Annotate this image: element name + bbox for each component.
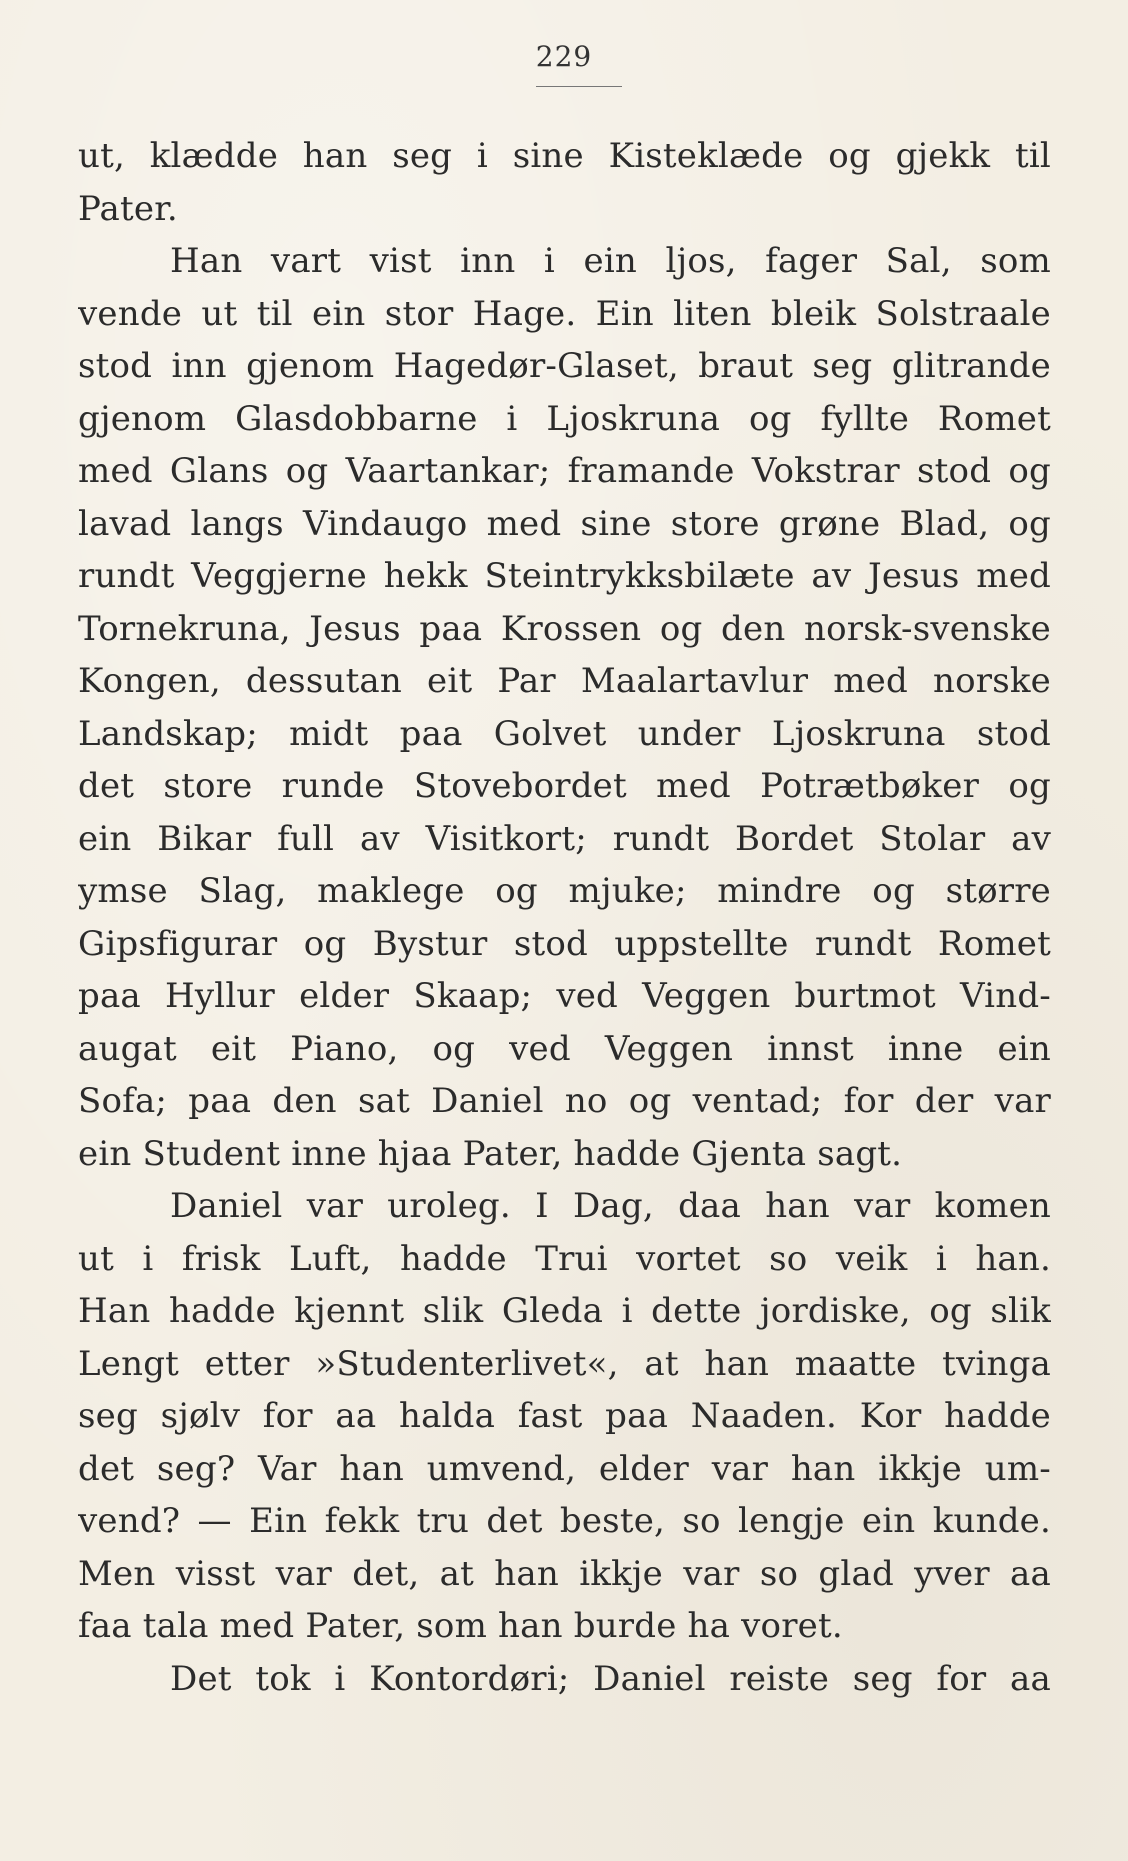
text-line: ut i frisk Luft, hadde Trui vortet so veik i han. (78, 1238, 1051, 1279)
text-line: Men visst var det, at han ikkje var so glad yver aa (78, 1553, 1051, 1594)
text-line: Det tok i Kontordøri; Daniel reiste seg for aa (170, 1658, 1051, 1699)
text-line: Kongen, dessutan eit Par Maalartavlur med norske (78, 661, 1051, 701)
text-line: Han hadde kjennt slik Gleda i dette jordiske, og slik (78, 1291, 1051, 1331)
text-line: seg sjølv for aa halda fast paa Naaden. Kor hadde (78, 1396, 1051, 1436)
text-line: det seg? Var han umvend, elder var han ikkje um- (78, 1448, 1051, 1489)
text-line: rundt Veggjerne hekk Steintrykksbilæte av Jesus med (78, 556, 1051, 596)
text-line: Sofa; paa den sat Daniel no og ventad; for der var (78, 1081, 1051, 1121)
text-line: gjenom Glasdobbarne i Ljoskruna og fyllte Romet (78, 398, 1051, 439)
text-line: Landskap; midt paa Golvet under Ljoskruna stod (78, 713, 1051, 754)
text-line: Han vart vist inn i ein ljos, fager Sal, som (170, 241, 1051, 281)
text-line: ymse Slag, maklege og mjuke; mindre og større (78, 871, 1051, 911)
text-line: stod inn gjenom Hagedør-Glaset, braut seg glitrande (78, 346, 1051, 386)
text-line: faa tala med Pater, som han burde ha voret. (78, 1606, 843, 1646)
text-line: ein Bikar full av Visitkort; rundt Bordet Stolar av (78, 818, 1051, 859)
text-line: vend? — Ein fekk tru det beste, so lengje ein kunde. (78, 1501, 1051, 1541)
text-line: lavad langs Vindaugo med sine store grøne Blad, og (78, 503, 1051, 544)
text-line: ein Student inne hjaa Pater, hadde Gjenta sagt. (78, 1133, 903, 1174)
text-line: Lengt etter »Studenterlivet«, at han maatte tvinga (78, 1343, 1051, 1384)
text-line: vende ut til ein stor Hage. Ein liten bleik Solstraale (78, 293, 1051, 334)
page-number-rule (536, 86, 622, 87)
text-line: ut, klædde han seg i sine Kisteklæde og gjekk til (78, 136, 1051, 176)
text-line: Gipsfigurar og Bystur stod uppstellte rundt Romet (78, 923, 1051, 964)
text-line: Daniel var uroleg. I Dag, daa han var komen (170, 1186, 1051, 1226)
text-line: med Glans og Vaartankar; framande Vokstrar stod og (78, 451, 1051, 491)
text-line: paa Hyllur elder Skaap; ved Veggen burtmot Vind- (78, 976, 1051, 1016)
text-line: Pater. (78, 188, 178, 229)
text-line: augat eit Piano, og ved Veggen innst inne ein (78, 1028, 1051, 1069)
page-number: 229 (535, 40, 593, 73)
text-line: Tornekruna, Jesus paa Krossen og den norsk-svenske (78, 608, 1051, 649)
text-line: det store runde Stovebordet med Potrætbøker og (78, 766, 1051, 806)
body-text (78, 130, 1051, 1705)
